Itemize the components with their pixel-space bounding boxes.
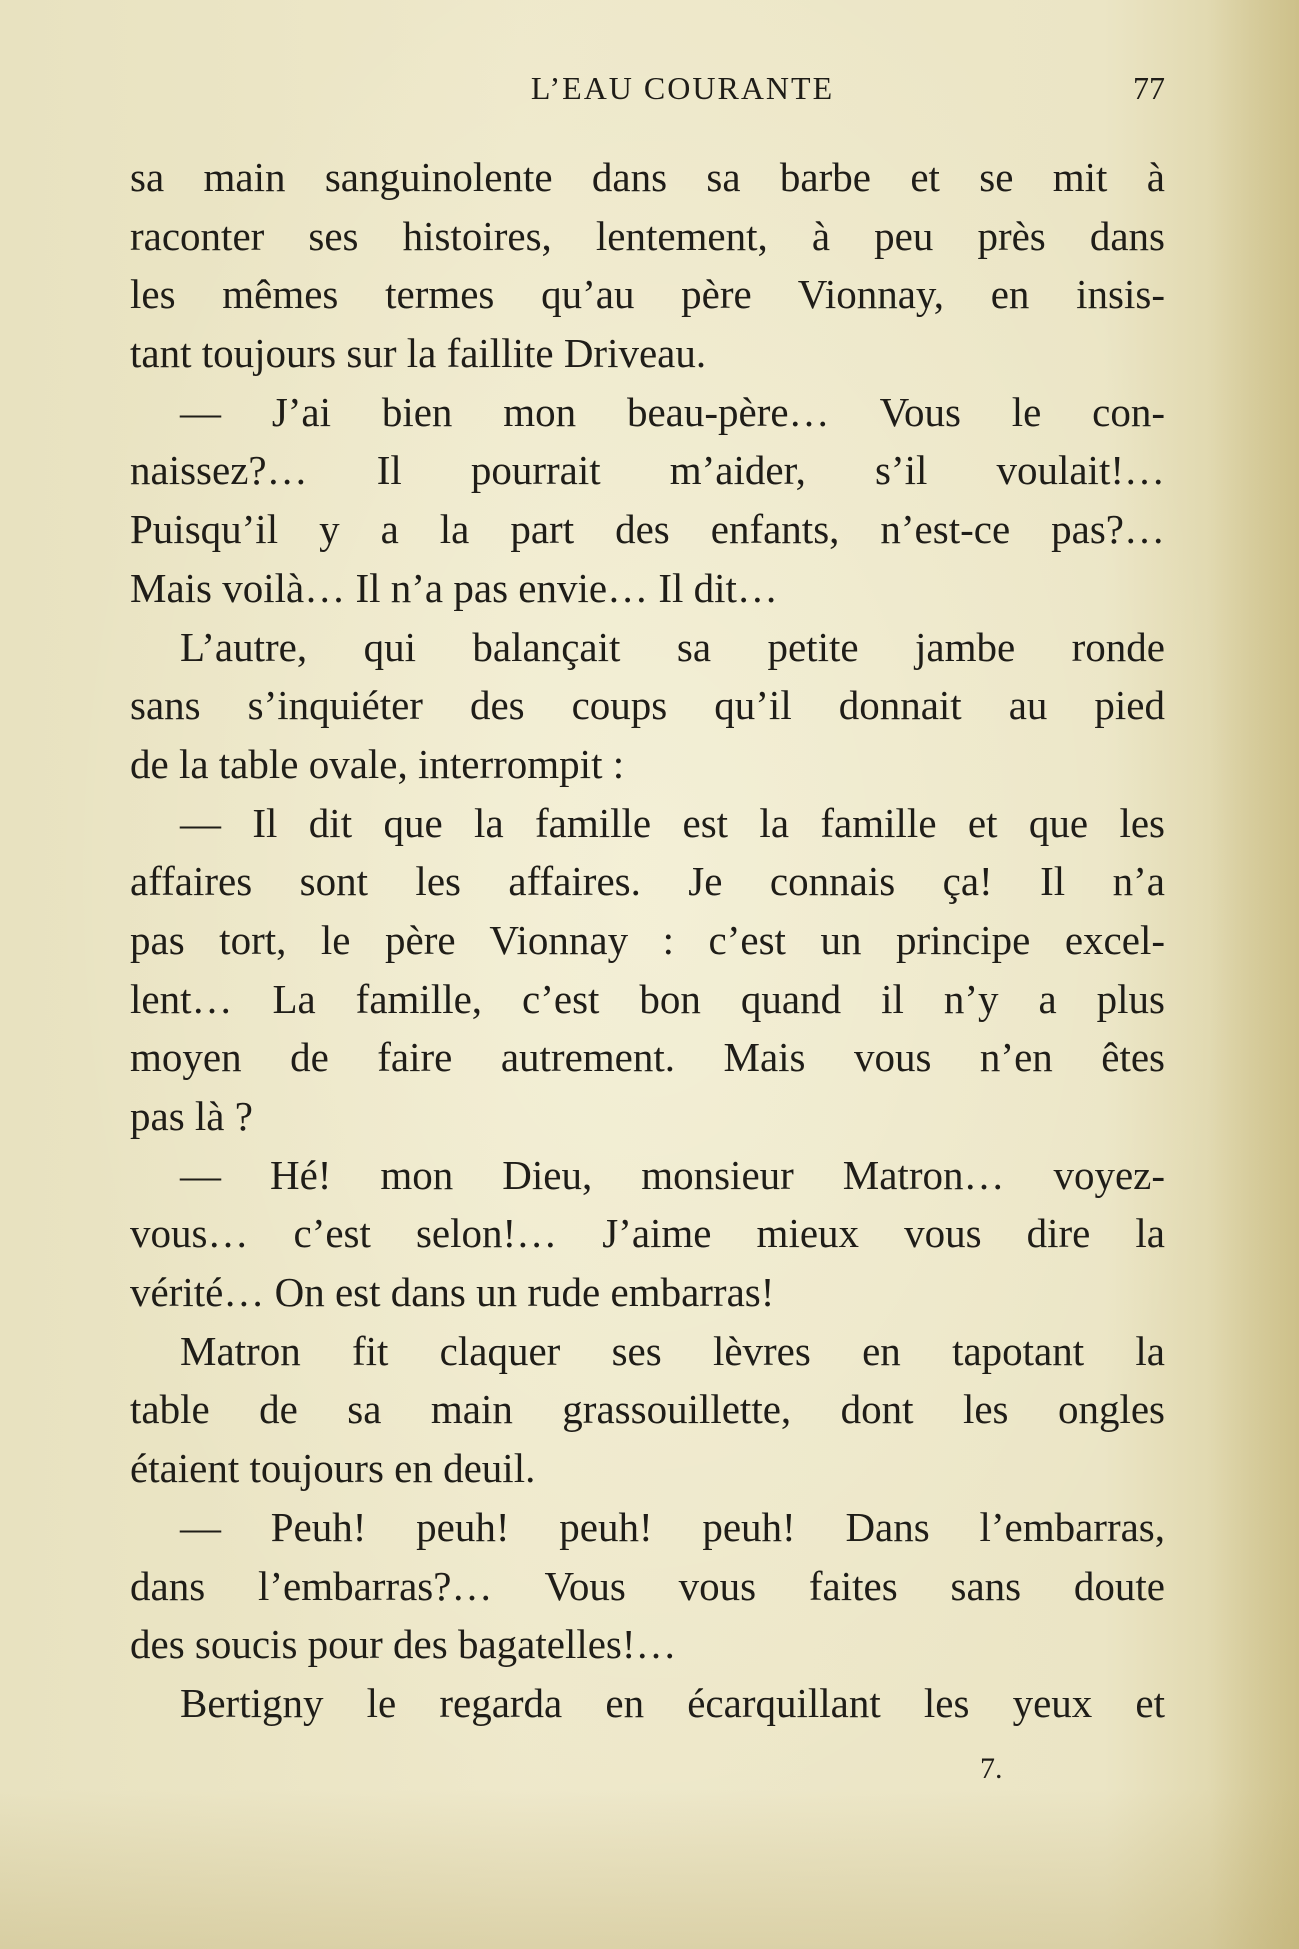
- text-line: lent… La famille, c’est bon quand il n’y a plus: [130, 975, 1165, 1022]
- text-line: naissez?… Il pourrait m’aider, s’il voulait!…: [130, 447, 1165, 494]
- text-line: étaient toujours en deuil.: [130, 1445, 536, 1492]
- text-line: les mêmes termes qu’au père Vionnay, en insis-: [130, 271, 1165, 318]
- text-line: sans s’inquiéter des coups qu’il donnait au pied: [130, 682, 1165, 729]
- text-line: pas tort, le père Vionnay : c’est un principe excel-: [130, 916, 1165, 963]
- text-line: dans l’embarras?… Vous vous faites sans doute: [130, 1562, 1165, 1609]
- text-line: Puisqu’il y a la part des enfants, n’est-ce pas?…: [130, 506, 1165, 553]
- text-line: sa main sanguinolente dans sa barbe et se mit à: [130, 154, 1165, 200]
- text-line: pas là ?: [130, 1093, 253, 1139]
- text-line: des soucis pour des bagatelles!…: [130, 1621, 677, 1668]
- page-bottom-shadow: [0, 1789, 1299, 1949]
- text-line: — J’ai bien mon beau-père… Vous le con-: [180, 388, 1165, 435]
- text-line: Bertigny le regarda en écarquillant les yeux et: [180, 1679, 1165, 1726]
- text-line: affaires sont les affaires. Je connais ça! Il n’a: [130, 858, 1165, 905]
- text-line: Matron fit claquer ses lèvres en tapotant la: [180, 1327, 1165, 1374]
- text-line: — Peuh! peuh! peuh! peuh! Dans l’embarras,: [180, 1503, 1165, 1550]
- text-line: vérité… On est dans un rude embarras!: [130, 1269, 775, 1316]
- page-header: [130, 70, 1165, 118]
- text-line: table de sa main grassouillette, dont les ongles: [130, 1386, 1165, 1433]
- text-line: — Il dit que la famille est la famille et que les: [180, 799, 1165, 846]
- page-edge-shadow: [1209, 0, 1299, 1949]
- text-line: de la table ovale, interrompit :: [130, 740, 625, 787]
- text-line: raconter ses histoires, lentement, à peu près dans: [130, 212, 1165, 259]
- text-line: — Hé! mon Dieu, monsieur Matron… voyez-: [180, 1151, 1165, 1198]
- text-line: Mais voilà… Il n’a pas envie… Il dit…: [130, 564, 778, 611]
- text-line: vous… c’est selon!… J’aime mieux vous dire la: [130, 1210, 1165, 1257]
- text-line: tant toujours sur la faillite Driveau.: [130, 330, 707, 377]
- signature-mark: 7.: [980, 1752, 1003, 1785]
- text-line: L’autre, qui balançait sa petite jambe ronde: [180, 623, 1165, 670]
- page-number: 77: [1133, 70, 1165, 106]
- running-title: L’EAU COURANTE: [530, 70, 835, 106]
- body-text: [130, 148, 1165, 1733]
- text-line: moyen de faire autrement. Mais vous n’en êtes: [130, 1034, 1165, 1081]
